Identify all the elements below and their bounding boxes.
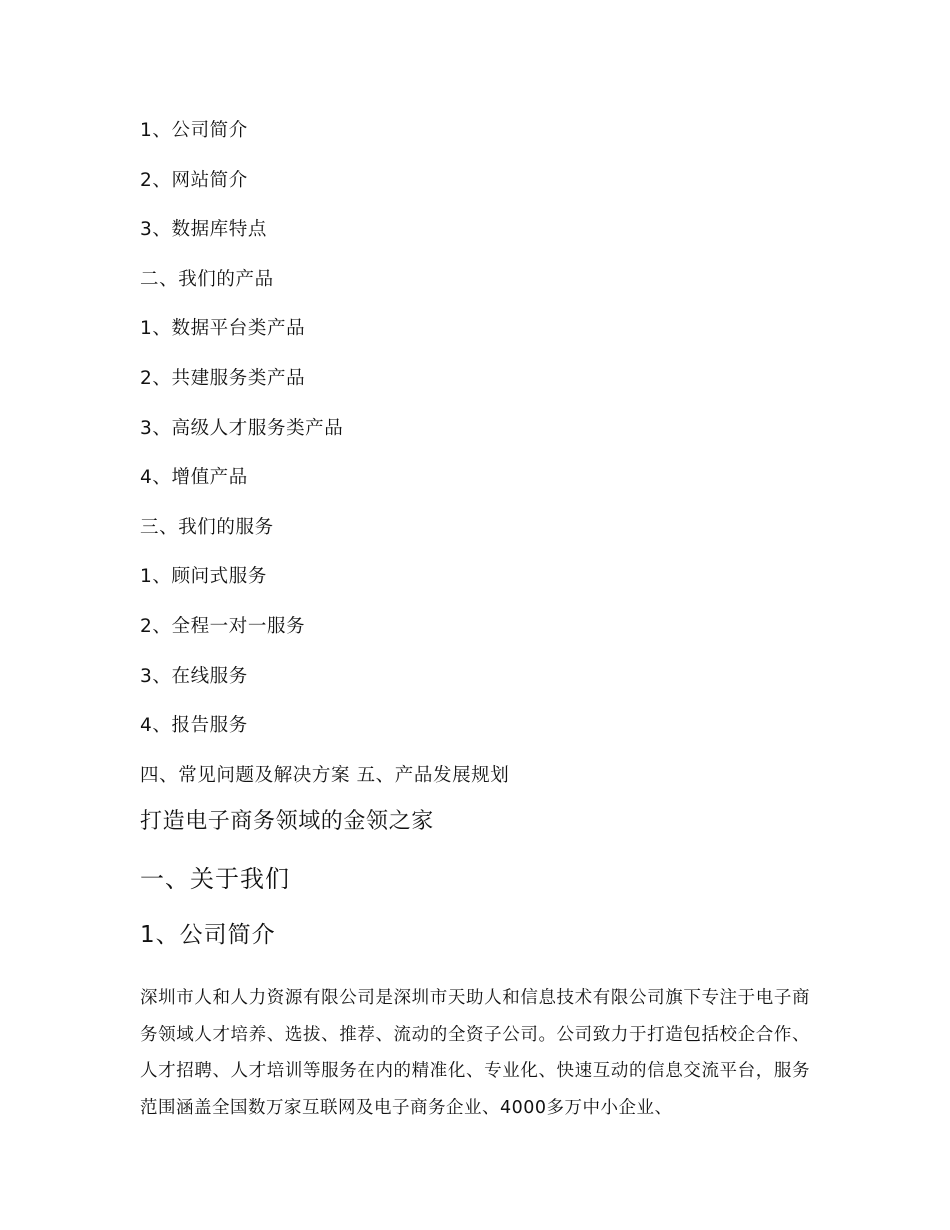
toc-item-co-build-service-products: 2、共建服务类产品 bbox=[140, 367, 306, 389]
tagline: 打造电子商务领域的金领之家 bbox=[140, 809, 434, 834]
toc-item-company-intro: 1、公司简介 bbox=[140, 120, 248, 141]
toc-item-data-platform-products: 1、数据平台类产品 bbox=[140, 318, 306, 340]
toc-item-database-features: 3、数据库特点 bbox=[140, 219, 267, 241]
section-heading-about-us: 一、关于我们 bbox=[140, 865, 290, 893]
toc-item-report-service: 4、报告服务 bbox=[140, 715, 248, 737]
toc-item-our-services: 三、我们的服务 bbox=[140, 516, 274, 538]
toc-item-consulting-service: 1、顾问式服务 bbox=[140, 566, 267, 588]
company-intro-paragraph: 深圳市人和人力资源有限公司是深圳市天助人和信息技术有限公司旗下专注于电子商务领域人才培养、选拔、推荐、流动的全资子公司。公司致力于打造包括校企合作、人才招聘、人才培训等服务在内的精准化、专业化、快速互动的信息交流平台，服务范围涵盖全国数万家互联网及电子商务企业、4000多万中小企业、 bbox=[140, 988, 810, 1118]
toc-item-one-on-one-service: 2、全程一对一服务 bbox=[140, 615, 306, 637]
table-of-contents bbox=[140, 118, 820, 812]
toc-item-online-service: 3、在线服务 bbox=[140, 665, 248, 687]
toc-item-website-intro: 2、网站简介 bbox=[140, 169, 248, 191]
subsection-heading-company-intro: 1、公司简介 bbox=[140, 922, 276, 948]
toc-item-value-added-products: 4、增值产品 bbox=[140, 467, 248, 489]
toc-item-senior-talent-products: 3、高级人才服务类产品 bbox=[140, 417, 344, 439]
toc-item-our-products: 二、我们的产品 bbox=[140, 268, 274, 290]
toc-item-faq-and-roadmap: 四、常见问题及解决方案 五、产品发展规划 bbox=[140, 764, 510, 786]
